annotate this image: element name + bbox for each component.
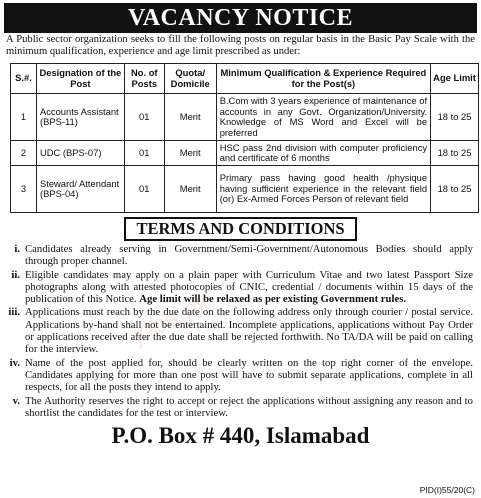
term-text: Eligible candidates may apply on a plain paper with Curriculum Vitae and two latest Passport Size photographs along with attested photocopies of CNIC, credential / documents within 15 days of the publication of this Notice. <box>25 268 473 306</box>
term-number: i. <box>14 243 20 255</box>
notice-title: VACANCY NOTICE <box>127 5 354 31</box>
cell-qualification: Primary pass having good health /physique having sufficient experience in the relevant field (or) Ex-Armed Forces Person of relevant field <box>216 166 430 213</box>
cell-quota: Merit <box>164 141 216 166</box>
term-number: v. <box>12 394 20 407</box>
list-item <box>4 395 473 420</box>
cell-sn: 1 <box>11 94 37 141</box>
cell-qualification: B.Com with 3 years experience of maintenance of accounts in any Govt. Organization/University. Knowledge of MS Word and Excel will be preferred <box>216 94 430 141</box>
postal-address: P.O. Box # 440, Islamabad <box>111 423 370 449</box>
table-row <box>11 141 479 166</box>
header-quota: Quota/ Domicile <box>164 64 216 94</box>
cell-age: 18 to 25 <box>431 94 479 141</box>
term-number: iii. <box>8 306 20 319</box>
list-item <box>4 269 473 306</box>
header-sn: S.#. <box>11 64 37 94</box>
pid-code: PID(I)55/20(C) <box>419 485 475 495</box>
term-bold-text: Age limit will be relaxed as per existing Government rules. <box>139 293 407 306</box>
vacancy-notice-page <box>0 3 481 498</box>
term-text: Candidates already serving in Government/Semi-Government/Autonomous Bodies should apply through proper channel. <box>25 243 473 268</box>
term-text: Applications must reach by the due date on the following address only through courier / postal service. Applications by-hand shall not be entertained. Incomplete applications, applications without Pay Order or applications received after the due date shall be rejected forthwith. No TA/DA will be paid on calling for the interview. <box>25 306 473 356</box>
term-text-wrap <box>25 306 473 355</box>
header-age: Age Limit <box>431 64 479 94</box>
header-qualification: Minimum Qualification & Experience Required for the Post(s) <box>216 64 430 94</box>
cell-sn: 3 <box>11 166 37 213</box>
cell-sn: 2 <box>11 141 37 166</box>
cell-quota: Merit <box>164 94 216 141</box>
terms-heading: TERMS AND CONDITIONS <box>124 217 356 241</box>
list-item <box>4 243 473 268</box>
header-designation: Designation of the Post <box>36 64 124 94</box>
cell-count: 01 <box>124 141 164 166</box>
cell-post: Steward/ Attendant (BPS-04) <box>36 166 124 213</box>
list-item <box>4 357 473 394</box>
term-text: Name of the post applied for, should be clearly written on the top right corner of the envelope. Candidates applying for more than one post will have to submit separate applications, complete in all respects, for all the posts they intend to apply. <box>25 356 473 394</box>
term-text-wrap <box>25 395 473 420</box>
terms-heading-wrap <box>4 217 477 241</box>
term-text-wrap <box>25 243 473 268</box>
title-banner <box>4 3 477 33</box>
term-number: ii. <box>11 268 20 281</box>
posts-table <box>10 63 479 213</box>
term-text-wrap <box>25 357 473 394</box>
cell-count: 01 <box>124 94 164 141</box>
cell-quota: Merit <box>164 166 216 213</box>
intro-paragraph: A Public sector organization seeks to fill the following posts on regular basis in the Basic Pay Scale with the minimum qualification, experience and age limit prescribed as under: <box>6 34 475 57</box>
cell-count: 01 <box>124 166 164 213</box>
list-item <box>4 306 473 355</box>
term-text: The Authority reserves the right to accept or reject the applications without assigning any reason and to shortlist the candidates for the test or interview. <box>25 394 473 419</box>
table-header-row <box>11 64 479 94</box>
term-text-wrap <box>25 269 473 306</box>
table-row <box>11 94 479 141</box>
watermark: jobs.pk <box>127 287 215 350</box>
terms-list <box>4 243 477 419</box>
cell-post: Accounts Assistant (BPS-11) <box>36 94 124 141</box>
cell-age: 18 to 25 <box>431 166 479 213</box>
cell-qualification: HSC pass 2nd division with computer proficiency and certificate of 6 months <box>216 141 430 166</box>
cell-age: 18 to 25 <box>431 141 479 166</box>
table-row <box>11 166 479 213</box>
cell-post: UDC (BPS-07) <box>36 141 124 166</box>
term-number: iv. <box>9 356 20 369</box>
header-posts: No. of Posts <box>124 64 164 94</box>
